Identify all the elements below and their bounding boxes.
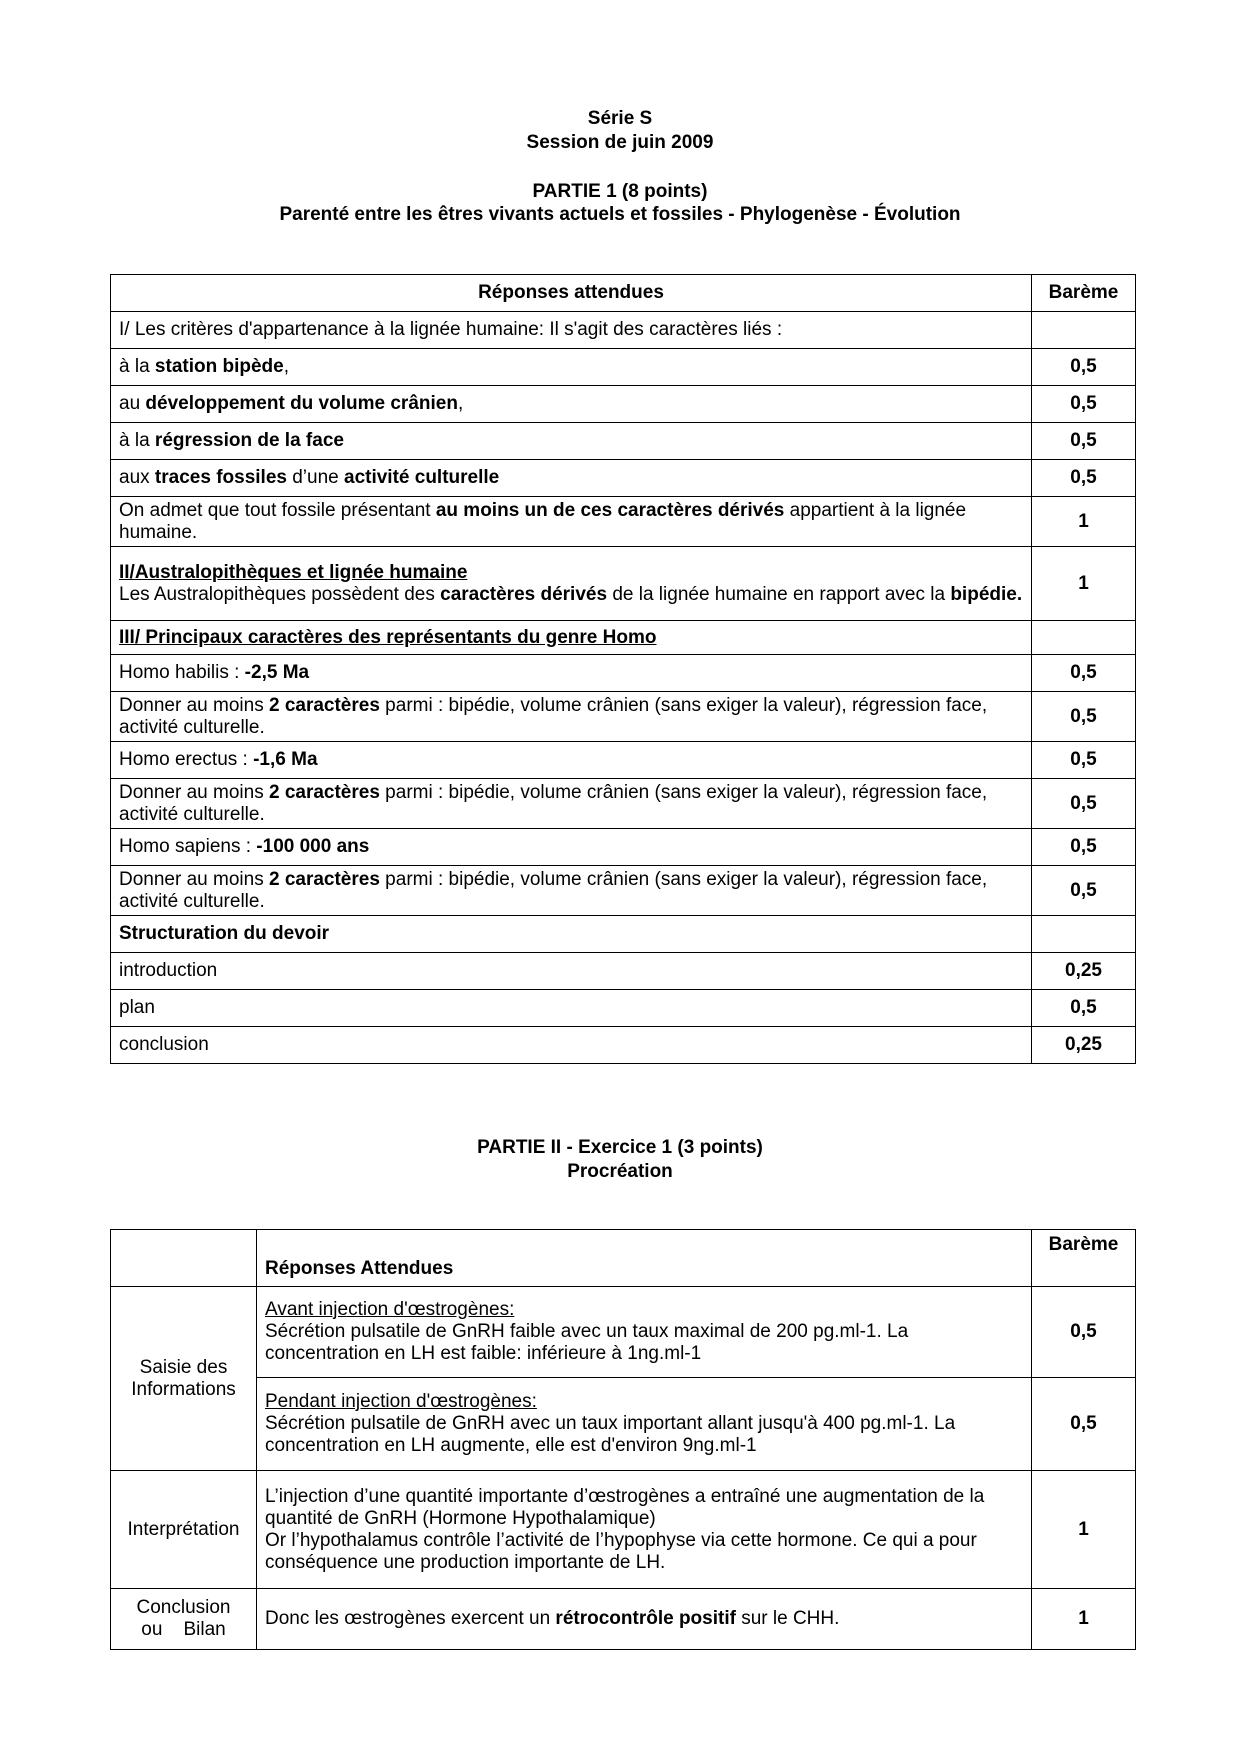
row-text: Homo erectus : -1,6 Ma	[111, 742, 1032, 779]
row-text: Homo sapiens : -100 000 ans	[111, 829, 1032, 866]
row-text: introduction	[111, 953, 1032, 990]
partie1-table	[110, 274, 1136, 1064]
col-answers-header: Réponses Attendues	[257, 1230, 1032, 1287]
row-points: 0,5	[1032, 829, 1136, 866]
row-points: 1	[1032, 1589, 1136, 1650]
empty-header-cell	[111, 1230, 257, 1287]
table-row	[111, 547, 1136, 621]
row-text: Donner au moins 2 caractères parmi : bipédie, volume crânien (sans exiger la valeur), régression face, activité culturelle.	[111, 866, 1032, 916]
row-points: 0,5	[1032, 460, 1136, 497]
section-heading: Pendant injection d'œstrogènes:	[265, 1391, 537, 1412]
table-row	[111, 1027, 1136, 1064]
table-row	[111, 1471, 1136, 1589]
saisie-label: Saisie des Informations	[111, 1287, 257, 1471]
row-text: Donner au moins 2 caractères parmi : bipédie, volume crânien (sans exiger la valeur), régression face, activité culturelle.	[111, 779, 1032, 829]
table-row	[111, 497, 1136, 547]
table-row	[111, 829, 1136, 866]
row-points: 0,5	[1032, 990, 1136, 1027]
table-row	[111, 423, 1136, 460]
partie2-title: PARTIE II - Exercice 1 (3 points)	[477, 1137, 763, 1158]
row-points: 1	[1032, 1471, 1136, 1589]
row-points: 0,5	[1032, 655, 1136, 692]
row-points: 0,25	[1032, 1027, 1136, 1064]
row-points: 0,5	[1032, 742, 1136, 779]
row-points: 0,5	[1032, 423, 1136, 460]
table-row	[111, 655, 1136, 692]
table-row	[111, 866, 1136, 916]
table-row	[111, 1378, 1136, 1471]
table-row	[111, 1589, 1136, 1650]
row-points: 0,5	[1032, 692, 1136, 742]
table-row	[111, 916, 1136, 953]
table-header-row	[111, 275, 1136, 312]
col-answers-header: Réponses attendues	[111, 275, 1032, 312]
row-text	[111, 621, 1032, 655]
row-points: 0,25	[1032, 953, 1136, 990]
row-text: au développement du volume crânien,	[111, 386, 1032, 423]
table-row	[111, 953, 1136, 990]
section-heading: Avant injection d'œstrogènes:	[265, 1299, 515, 1320]
row-text: Structuration du devoir	[111, 916, 1032, 953]
session-title: Session de juin 2009	[526, 132, 714, 153]
table-row	[111, 386, 1136, 423]
table-row	[111, 460, 1136, 497]
row-text: On admet que tout fossile présentant au moins un de ces caractères dérivés appartient à la lignée humaine.	[111, 497, 1032, 547]
row-points	[1032, 621, 1136, 655]
row-text: à la régression de la face	[111, 423, 1032, 460]
partie2-subtitle: Procréation	[567, 1161, 673, 1182]
partie1-title: PARTIE 1 (8 points)	[532, 181, 708, 202]
partie1-subtitle: Parenté entre les êtres vivants actuels et fossiles - Phylogenèse - Évolution	[279, 204, 961, 225]
table-row	[111, 349, 1136, 386]
row-text: Donner au moins 2 caractères parmi : bipédie, volume crânien (sans exiger la valeur), régression face, activité culturelle.	[111, 692, 1032, 742]
row-points: 0,5	[1032, 349, 1136, 386]
row-text: II/Australopithèques et lignée humaine Les Australopithèques possèdent des caractères dérivés de la lignée humaine en rapport avec la bipédie.	[111, 547, 1032, 621]
row-points: 0,5	[1032, 386, 1136, 423]
row-text: plan	[111, 990, 1032, 1027]
row-points	[1032, 312, 1136, 349]
col-points-header: Barème	[1032, 1230, 1136, 1287]
section-heading: II/Australopithèques et lignée humaine	[119, 561, 468, 583]
table-row	[111, 990, 1136, 1027]
row-points: 0,5	[1032, 1287, 1136, 1378]
row-text: aux traces fossiles d’une activité culturelle	[111, 460, 1032, 497]
section-heading: III/ Principaux caractères des représentants du genre Homo	[119, 626, 657, 648]
partie2-table	[110, 1229, 1136, 1650]
table-row	[111, 779, 1136, 829]
serie-title: Série S	[587, 108, 653, 129]
row-points: 0,5	[1032, 1378, 1136, 1471]
table-row	[111, 742, 1136, 779]
table-header-row	[111, 1230, 1136, 1287]
row-points: 0,5	[1032, 779, 1136, 829]
table-row	[111, 692, 1136, 742]
row-text: I/ Les critères d'appartenance à la lignée humaine: Il s'agit des caractères liés :	[111, 312, 1032, 349]
row-text: L’injection d’une quantité importante d’œstrogènes a entraîné une augmentation de la quantité de GnRH (Hormone Hypothalamique) Or l’hypothalamus contrôle l’activité de l’hypophyse via cette hormone. Ce qui a pour conséquence une production importante de LH.	[257, 1471, 1032, 1589]
table-row	[111, 312, 1136, 349]
row-text: à la station bipède,	[111, 349, 1032, 386]
row-points: 1	[1032, 547, 1136, 621]
row-text: Donc les œstrogènes exercent un rétrocontrôle positif sur le CHH.	[257, 1589, 1032, 1650]
row-text: Homo habilis : -2,5 Ma	[111, 655, 1032, 692]
table-row	[111, 621, 1136, 655]
row-points: 1	[1032, 497, 1136, 547]
conclusion-label: Conclusion ou Bilan	[111, 1589, 257, 1650]
interpretation-label: Interprétation	[111, 1471, 257, 1589]
table-row	[111, 1287, 1136, 1378]
row-points	[1032, 916, 1136, 953]
row-text: conclusion	[111, 1027, 1032, 1064]
row-points: 0,5	[1032, 866, 1136, 916]
col-points-header: Barème	[1032, 275, 1136, 312]
row-text: Pendant injection d'œstrogènes: Sécrétion pulsatile de GnRH avec un taux important allant jusqu'à 400 pg.ml-1. La concentration en LH augmente, elle est d'environ 9ng.ml-1	[257, 1378, 1032, 1471]
row-text: Avant injection d'œstrogènes: Sécrétion pulsatile de GnRH faible avec un taux maximal de 200 pg.ml-1. La concentration en LH est faible: inférieure à 1ng.ml-1	[257, 1287, 1032, 1378]
